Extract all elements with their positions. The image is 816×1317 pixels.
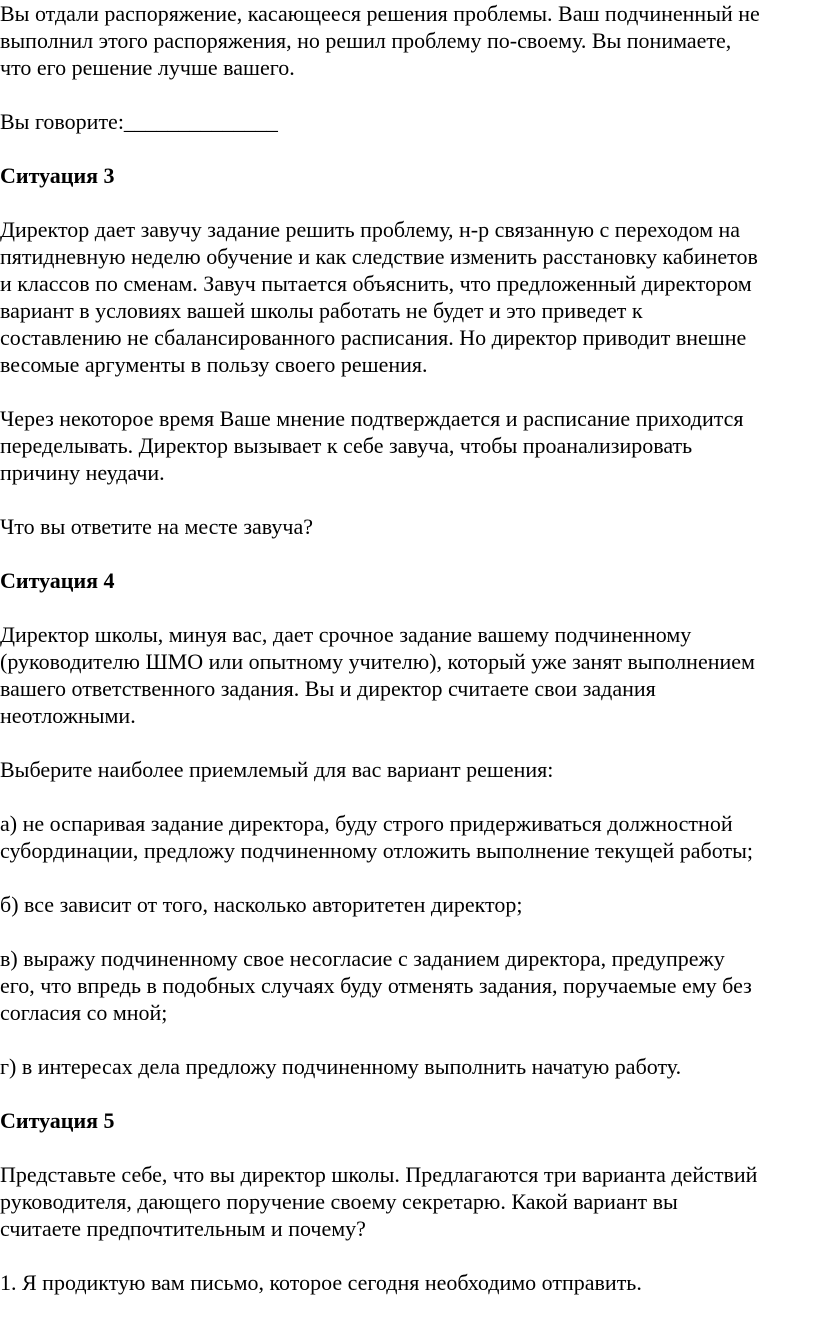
section-heading: Ситуация 3 [0,163,115,188]
paragraph-line: Выберите наиболее приемлемый для вас вариант решения: [0,757,554,782]
paragraph-line: Директор дает завучу задание решить проблему, н-р связанную с переходом на [0,217,741,242]
section-heading: Ситуация 5 [0,1108,115,1133]
paragraph-line: субординации, предложу подчиненному отложить выполнение текущей работы; [0,838,753,863]
paragraph-line: (руководителю ШМО или опытному учителю), который уже занят выполнением [0,649,755,674]
paragraph-line: Представьте себе, что вы директор школы. Предлагаются три варианта действий [0,1162,758,1187]
paragraph-line: весомые аргументы в пользу своего решения. [0,352,428,377]
paragraph-line: переделывать. Директор вызывает к себе завуча, чтобы проанализировать [0,433,693,458]
paragraph-line: что его решение лучше вашего. [0,55,295,80]
paragraph-line: г) в интересах дела предложу подчиненному выполнить начатую работу. [0,1054,682,1079]
paragraph-line: Вы говорите:______________ [0,109,278,134]
section-heading: Ситуация 4 [0,568,115,593]
paragraph-line: его, что впредь в подобных случаях буду отменять задания, поручаемые ему без [0,973,752,998]
paragraph-line: и классов по сменам. Завуч пытается объяснить, что предложенный директором [0,271,752,296]
paragraph-line: согласия со мной; [0,1000,168,1025]
paragraph-line: неотложными. [0,703,136,728]
paragraph-line: Что вы ответите на месте завуча? [0,514,314,539]
paragraph-line: Директор школы, минуя вас, дает срочное задание вашему подчиненному [0,622,692,647]
paragraph-line: составлению не сбалансированного расписания. Но директор приводит внешне [0,325,747,350]
paragraph-line: 1. Я продиктую вам письмо, которое сегодня необходимо отправить. [0,1270,642,1295]
paragraph-line: б) все зависит от того, насколько авторитетен директор; [0,892,523,917]
paragraph-line: в) выражу подчиненному свое несогласие с заданием директора, предупрежу [0,946,725,971]
paragraph-line: Через некоторое время Ваше мнение подтверждается и расписание приходится [0,406,744,431]
paragraph-line: а) не оспаривая задание директора, буду строго придерживаться должностной [0,811,733,836]
paragraph-line: считаете предпочтительным и почему? [0,1216,366,1241]
paragraph-line: руководителя, дающего поручение своему секретарю. Какой вариант вы [0,1189,678,1214]
paragraph-line: вариант в условиях вашей школы работать не будет и это приведет к [0,298,643,323]
paragraph-line: причину неудачи. [0,460,165,485]
paragraph-line: выполнил этого распоряжения, но решил проблему по-своему. Вы понимаете, [0,28,732,53]
paragraph-line: Вы отдали распоряжение, касающееся решения проблемы. Ваш подчиненный не [0,1,760,26]
paragraph-line: вашего ответственного задания. Вы и директор считаете свои задания [0,676,656,701]
paragraph-line: пятидневную неделю обучение и как следствие изменить расстановку кабинетов [0,244,758,269]
